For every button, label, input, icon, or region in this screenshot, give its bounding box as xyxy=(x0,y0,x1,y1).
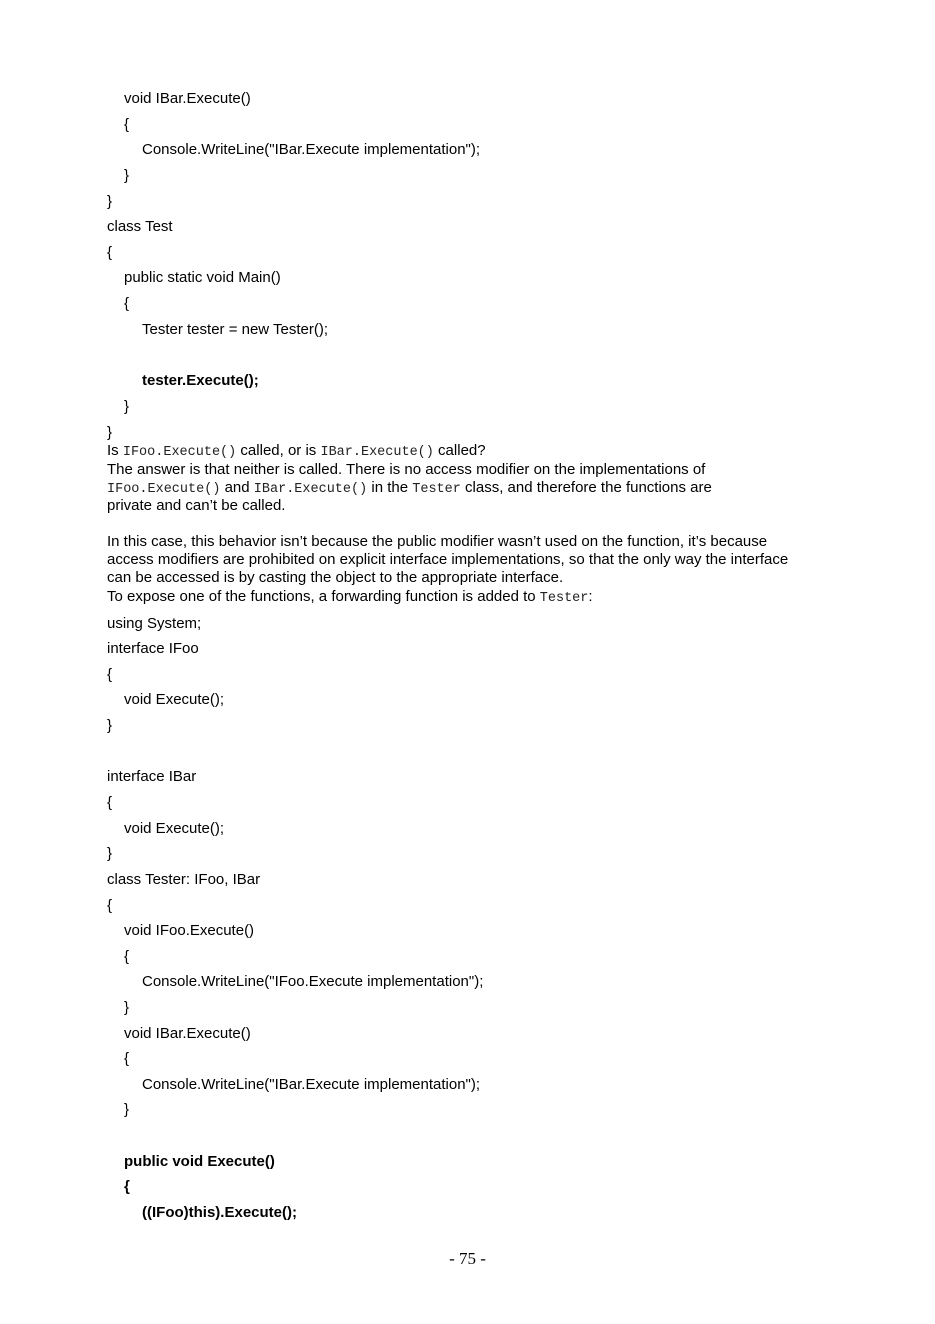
paragraph-line: private and can’t be called. xyxy=(107,497,286,514)
code-line: { xyxy=(124,1050,130,1067)
code-line: } xyxy=(124,167,130,184)
code-line: } xyxy=(107,845,113,862)
code-line: Console.WriteLine("IBar.Execute implementation"); xyxy=(142,141,481,158)
code-line: { xyxy=(107,897,113,914)
code-line: void IBar.Execute() xyxy=(124,1025,251,1042)
code-line: } xyxy=(124,1101,130,1118)
code-line: Console.WriteLine("IFoo.Execute implementation"); xyxy=(142,973,484,990)
code-line: } xyxy=(107,193,113,210)
code-line: void Execute(); xyxy=(124,820,225,837)
inline-code: IFoo.Execute() xyxy=(107,482,221,497)
code-line-bold: ((IFoo)this).Execute(); xyxy=(142,1204,297,1221)
text: and xyxy=(220,479,254,496)
text: called, or is xyxy=(236,442,321,459)
code-line: Tester tester = new Tester(); xyxy=(142,321,329,338)
code-line: interface IFoo xyxy=(107,640,199,657)
text: class, and therefore the functions are xyxy=(460,479,712,496)
paragraph-line: can be accessed is by casting the object to the appropriate interface. xyxy=(107,569,564,586)
code-line: interface IBar xyxy=(107,768,197,785)
text: in the xyxy=(367,479,413,496)
paragraph-line: In this case, this behavior isn’t because the public modifier wasn’t used on the function, it’s because xyxy=(107,533,768,550)
inline-code: Tester xyxy=(539,591,589,606)
code-line-bold: tester.Execute(); xyxy=(142,372,259,389)
code-line-bold: public void Execute() xyxy=(124,1153,275,1170)
code-line: { xyxy=(107,666,113,683)
text: To expose one of the functions, a forwarding function is added to xyxy=(107,588,540,605)
code-line: } xyxy=(124,398,130,415)
code-line: { xyxy=(107,244,113,261)
code-line: { xyxy=(124,948,130,965)
text: : xyxy=(588,588,593,605)
code-line: { xyxy=(124,116,130,133)
inline-code: Tester xyxy=(412,482,461,497)
inline-code: IFoo.Execute() xyxy=(122,445,237,460)
paragraph-line: The answer is that neither is called. There is no access modifier on the implementations of xyxy=(107,461,706,478)
code-line: void IFoo.Execute() xyxy=(124,922,255,939)
code-line-bold: { xyxy=(124,1178,130,1195)
code-line: Console.WriteLine("IBar.Execute implementation"); xyxy=(142,1076,481,1093)
code-line: } xyxy=(107,424,113,441)
code-line: using System; xyxy=(107,615,202,632)
code-line: } xyxy=(124,999,130,1016)
code-line: { xyxy=(124,295,130,312)
paragraph-line xyxy=(107,588,593,608)
code-line: { xyxy=(107,794,113,811)
code-line: class Tester: IFoo, IBar xyxy=(107,871,261,888)
inline-code: IBar.Execute() xyxy=(320,445,434,460)
inline-code: IBar.Execute() xyxy=(253,482,368,497)
page-number: - 75 - xyxy=(449,1249,486,1268)
paragraph-line: access modifiers are prohibited on explicit interface implementations, so that the only way the interface xyxy=(107,551,789,568)
code-line: class Test xyxy=(107,218,173,235)
code-line: } xyxy=(107,717,113,734)
code-line: public static void Main() xyxy=(124,269,281,286)
text: Is xyxy=(107,442,123,459)
question-line xyxy=(107,442,486,462)
text: called? xyxy=(433,442,486,459)
code-line: void Execute(); xyxy=(124,691,225,708)
paragraph-line xyxy=(107,479,712,499)
code-line: void IBar.Execute() xyxy=(124,90,251,107)
